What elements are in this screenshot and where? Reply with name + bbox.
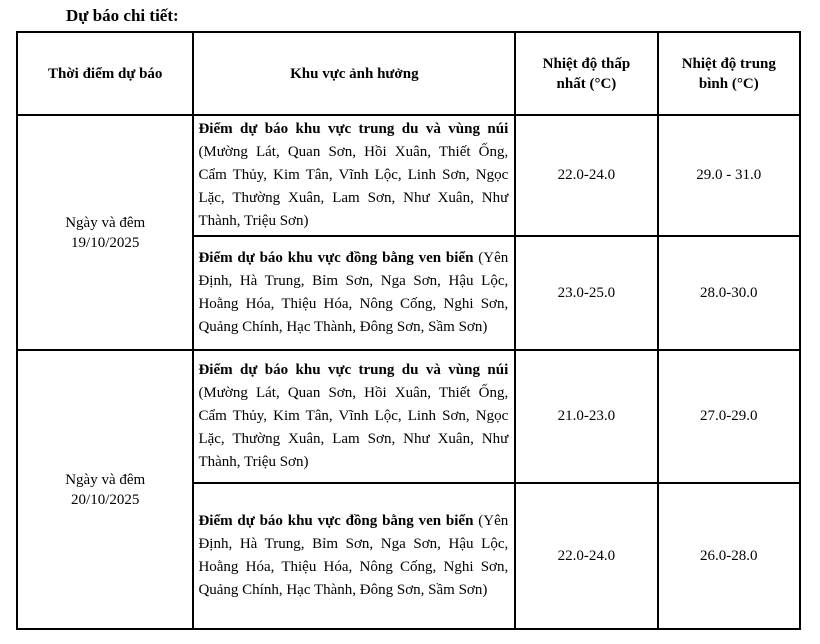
- area-list: (Yên Định, Hà Trung, Bỉm Sơn, Nga Sơn, Hậu Lộc, Hoằng Hóa, Thiệu Hóa, Nông Cống, Nghi Sơn, Quảng Chính, Hạc Thành, Đông Sơn, Sầm Sơn): [198, 513, 509, 598]
- area-list: (Mường Lát, Quan Sơn, Hồi Xuân, Thiết Ống, Cẩm Thủy, Kim Tân, Vĩnh Lộc, Linh Sơn, Ngọc Lặc, Thường Xuân, Lam Sơn, Như Xuân, Như Thành, Triệu Sơn): [198, 385, 509, 470]
- day-label-line1: Ngày và đêm: [65, 214, 146, 231]
- avg-temp-cell: [658, 350, 800, 483]
- table-row: [17, 350, 800, 483]
- area-list: (Yên Định, Hà Trung, Bỉm Sơn, Nga Sơn, Hậu Lộc, Hoằng Hóa, Thiệu Hóa, Nông Cống, Nghi Sơn, Quảng Chính, Hạc Thành, Đông Sơn, Sầm Sơn): [198, 250, 509, 335]
- min-temp-value: 22.0-24.0: [557, 167, 616, 183]
- header-min-line2: nhất (°C): [556, 75, 617, 92]
- area-title: Điểm dự báo khu vực đồng bằng ven biển: [198, 513, 474, 529]
- header-min-temp: [515, 32, 657, 115]
- min-temp-value: 22.0-24.0: [557, 547, 616, 564]
- min-temp-cell: [515, 115, 657, 236]
- min-temp-value: 23.0-25.0: [557, 284, 616, 301]
- header-min-line1: Nhiệt độ thấp: [542, 55, 631, 72]
- area-list: (Mường Lát, Quan Sơn, Hồi Xuân, Thiết Ống, Cẩm Thủy, Kim Tân, Vĩnh Lộc, Linh Sơn, Ngọc Lặc, Thường Xuân, Lam Sơn, Như Xuân, Như Thành, Triệu Sơn): [198, 144, 509, 229]
- min-temp-cell: [515, 236, 657, 350]
- avg-temp-value: 26.0-28.0: [700, 547, 758, 564]
- avg-temp-cell: [658, 115, 800, 236]
- day-label-cell: [17, 115, 193, 350]
- day-label-line1: Ngày và đêm: [65, 471, 146, 488]
- header-area: [193, 32, 515, 115]
- area-title: Điểm dự báo khu vực trung du và vùng núi: [198, 362, 509, 378]
- min-temp-cell: [515, 483, 657, 629]
- forecast-table: [16, 31, 801, 630]
- header-area-label: Khu vực ảnh hưởng: [290, 65, 419, 82]
- avg-temp-value: 29.0 - 31.0: [696, 167, 762, 183]
- header-avg-line1: Nhiệt độ trung: [681, 55, 776, 72]
- table-header-row: [17, 32, 800, 115]
- avg-temp-cell: [658, 483, 800, 629]
- min-temp-cell: [515, 350, 657, 483]
- area-cell: [193, 350, 515, 483]
- area-title: Điểm dự báo khu vực trung du và vùng núi: [198, 121, 509, 137]
- section-heading: Dự báo chi tiết:: [66, 6, 179, 25]
- day-label-cell: [17, 350, 193, 629]
- day-label-date: 20/10/2025: [71, 491, 140, 508]
- area-cell: [193, 236, 515, 350]
- header-time: [17, 32, 193, 115]
- header-avg-temp: [658, 32, 800, 115]
- day-label-date: 19/10/2025: [71, 234, 140, 251]
- area-title: Điểm dự báo khu vực đồng bằng ven biển: [198, 250, 474, 266]
- table-row: [17, 115, 800, 236]
- area-cell: [193, 483, 515, 629]
- avg-temp-value: 27.0-29.0: [700, 408, 758, 424]
- min-temp-value: 21.0-23.0: [557, 408, 616, 424]
- avg-temp-cell: [658, 236, 800, 350]
- area-cell: [193, 115, 515, 236]
- header-avg-line2: bình (°C): [698, 75, 759, 92]
- header-time-label: Thời điểm dự báo: [48, 65, 163, 82]
- avg-temp-value: 28.0-30.0: [700, 284, 758, 301]
